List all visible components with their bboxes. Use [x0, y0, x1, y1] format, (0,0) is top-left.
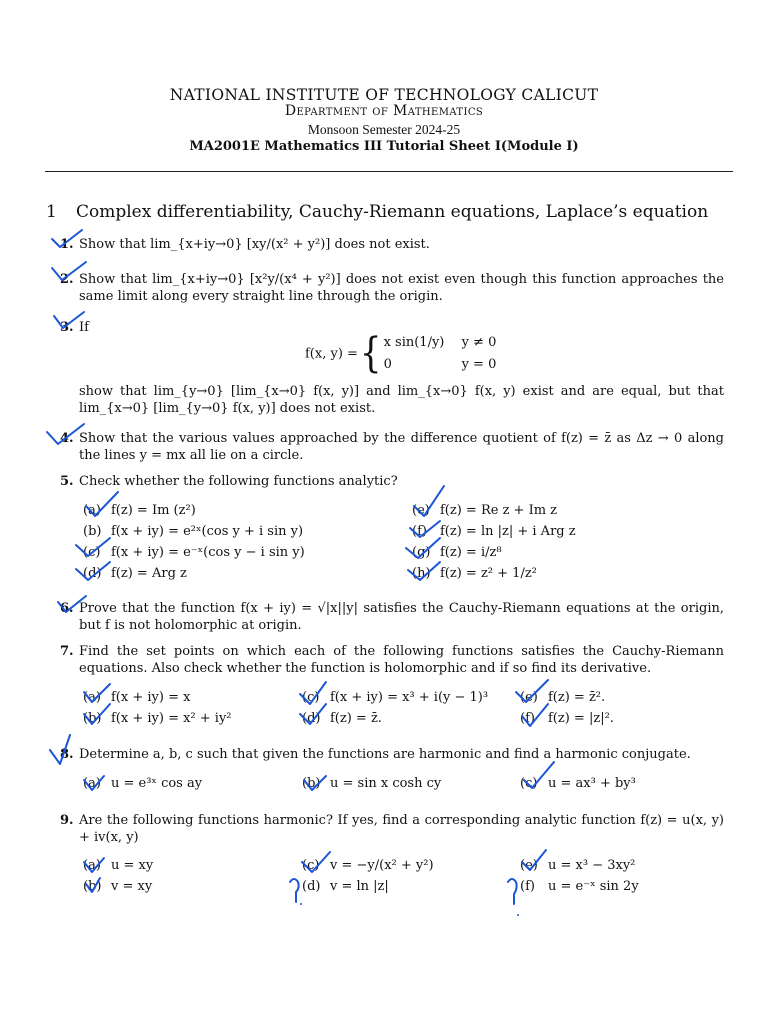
q9-item-f: (f) u = e⁻ˣ sin 2y — [520, 879, 639, 894]
q5-item-e: (e) f(z) = Re z + Im z — [412, 503, 558, 518]
semester-label: Monsoon Semester 2024-25 — [307, 122, 461, 137]
question-number: 5. — [60, 474, 74, 489]
formula-lhs: f(x, y) = — [305, 346, 358, 362]
question-9 — [60, 812, 724, 846]
q9-item-e: (e) u = x³ − 3xy² — [520, 858, 636, 873]
question-text: Show that lim_{x+iy→0} [xy/(x² + y²)] does not exist. — [79, 237, 430, 252]
section-heading — [46, 202, 708, 222]
q5-item-f: (f) f(z) = ln |z| + i Arg z — [412, 524, 576, 539]
question-number: 3. — [60, 320, 74, 335]
question-text: show that lim_{y→0} [lim_{x→0} f(x, y)] and lim_{x→0} f(x, y) exist and are equal, but that lim_{x→0} [lim_{y→0} f(x, y)] does not exist. — [79, 384, 724, 416]
section-number: 1 — [46, 202, 57, 222]
question-text: Are the following functions harmonic? If yes, find a corresponding analytic function f(z) = u(x, y) + iv(x, y) — [79, 813, 724, 845]
formula-cases — [384, 332, 497, 376]
q8-item-b: (b) u = sin x cosh cy — [302, 776, 442, 791]
q5-item-c: (c) f(x + iy) = e⁻ˣ(cos y − i sin y) — [83, 545, 305, 560]
question-text: Find the set points on which each of the following functions satisfies the Cauchy-Riemann equations. Also check whether the function is holomorphic and if so find its derivative. — [79, 644, 724, 676]
q9-item-b: (b) v = xy — [83, 879, 153, 894]
question-number: 7. — [60, 644, 74, 659]
section-title-text: Complex differentiability, Cauchy-Riemann equations, Laplace’s equation — [76, 202, 709, 222]
question-5 — [60, 473, 724, 490]
q8-item-a: (a) u = e³ˣ cos ay — [83, 776, 203, 791]
case-2-expr: 0 — [383, 357, 392, 372]
q7-item-e: (e) f(z) = z̄². — [520, 690, 606, 705]
q9-item-d: (d) v = ln |z| — [302, 879, 389, 894]
q7-item-a: (a) f(x + iy) = x — [83, 690, 191, 705]
question-number: 6. — [60, 601, 74, 616]
q7-item-f: (f) f(z) = |z|². — [520, 711, 614, 726]
q9-item-a: (a) u = xy — [83, 858, 154, 873]
case-1-expr: x sin(1/y) — [383, 335, 445, 350]
question-6 — [60, 600, 724, 634]
question-text: Determine a, b, c such that given the functions are harmonic and find a harmonic conjugate. — [79, 747, 691, 762]
q5-item-d: (d) f(z) = Arg z — [83, 566, 187, 581]
question-number: 8. — [60, 747, 74, 762]
institute-name: NATIONAL INSTITUTE OF TECHNOLOGY CALICUT — [169, 86, 599, 104]
piecewise-formula — [305, 332, 496, 376]
question-4 — [60, 430, 724, 464]
question-2 — [60, 271, 724, 305]
q7-item-b: (b) f(x + iy) = x² + iy² — [83, 711, 232, 726]
question-text: Show that the various values approached by the difference quotient of f(z) = z̄ as Δz → 0 along the lines y = mx all lie on a circle. — [79, 431, 724, 463]
q7-item-c: (c) f(x + iy) = x³ + i(y − 1)³ — [302, 690, 489, 705]
course-title: MA2001E Mathematics III Tutorial Sheet I(Module I) — [189, 139, 579, 154]
department-name: Department of Mathematics — [284, 103, 484, 119]
question-text: If — [79, 320, 89, 335]
header-divider — [45, 171, 733, 172]
question-mark-icon — [290, 879, 302, 905]
question-3-continued — [60, 383, 724, 417]
case-2-condition: y = 0 — [461, 357, 497, 372]
question-mark-icon — [508, 879, 519, 916]
question-number: 1. — [60, 237, 74, 252]
question-text: Prove that the function f(x + iy) = √|x||y| satisfies the Cauchy-Riemann equations at the origin, but f is not holomorphic at origin. — [79, 601, 724, 633]
q7-item-d: (d) f(z) = z̄. — [302, 711, 382, 726]
question-8 — [60, 746, 724, 763]
q5-item-h: (h) f(z) = z² + 1/z² — [412, 566, 537, 581]
question-text: Show that lim_{x+iy→0} [x²y/(x⁴ + y²)] does not exist even though this function approaches the same limit along every straight line through the origin. — [79, 272, 724, 304]
question-1 — [60, 236, 724, 253]
question-7 — [60, 643, 724, 677]
q5-item-a: (a) f(z) = Im (z²) — [83, 503, 196, 518]
question-number: 2. — [60, 272, 74, 287]
case-1-condition: y ≠ 0 — [461, 335, 497, 350]
q9-item-c: (c) v = −y/(x² + y²) — [302, 858, 434, 873]
q5-item-g: (g) f(z) = i/z⁸ — [412, 545, 502, 560]
question-text: Check whether the following functions analytic? — [79, 474, 398, 489]
q8-item-c: (c) u = ax³ + by³ — [520, 776, 636, 791]
question-number: 4. — [60, 431, 74, 446]
brace-glyph: { — [359, 330, 382, 378]
question-number: 9. — [60, 813, 74, 828]
q5-item-b: (b) f(x + iy) = e²ˣ(cos y + i sin y) — [83, 524, 304, 539]
